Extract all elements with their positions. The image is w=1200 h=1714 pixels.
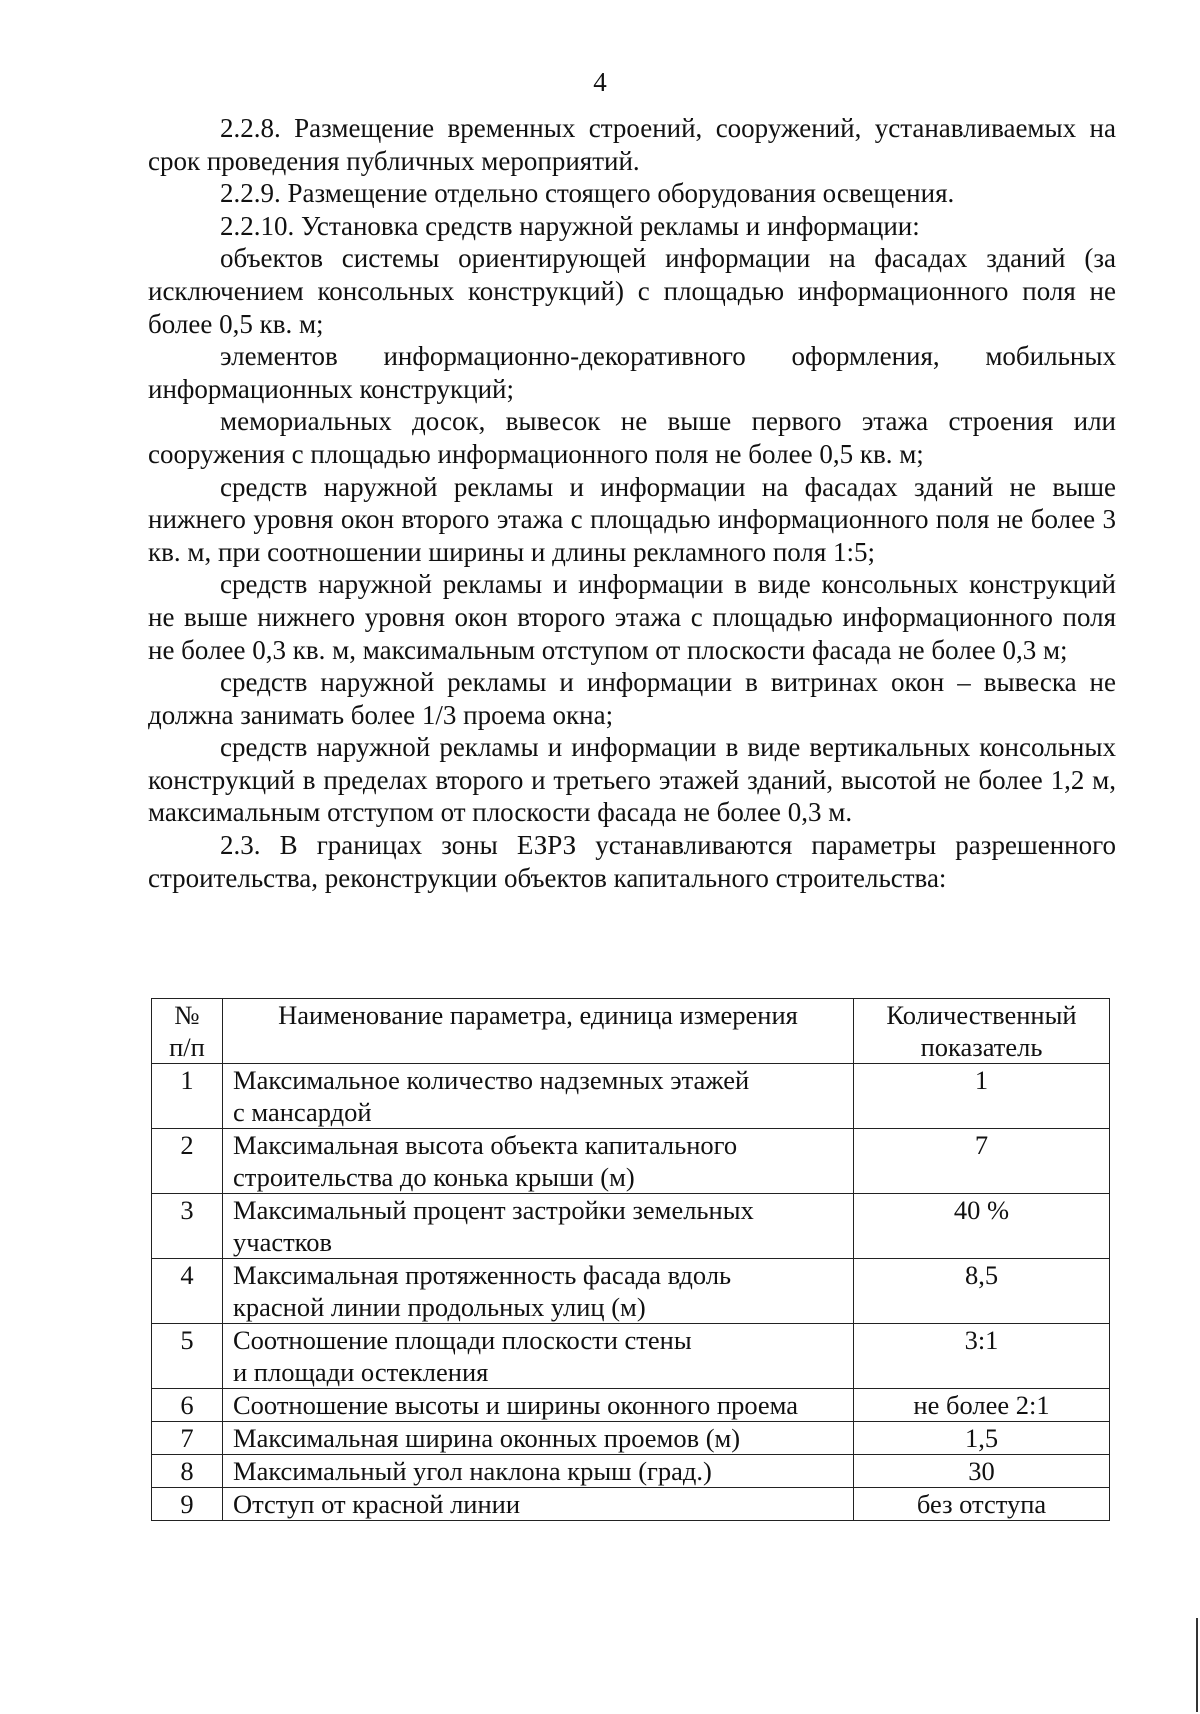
row-number: 8 [152, 1455, 223, 1488]
row-name [223, 1324, 854, 1389]
row-name-line2: красной линии продольных улиц (м) [233, 1292, 646, 1322]
row-number: 9 [152, 1488, 223, 1521]
paragraph: объектов системы ориентирующей информации на фасадах зданий (за исключением консольных конструкций) с площадью информационного поля не более 0,5 кв. м; [148, 243, 1116, 339]
table-row [152, 1422, 1110, 1455]
row-value: 3:1 [854, 1324, 1110, 1389]
row-value: 40 % [854, 1194, 1110, 1259]
row-value: 8,5 [854, 1259, 1110, 1324]
table-row [152, 1064, 1110, 1129]
table-row [152, 1488, 1110, 1521]
row-value: 1,5 [854, 1422, 1110, 1455]
body-text [148, 112, 1116, 894]
row-value: 1 [854, 1064, 1110, 1129]
header-number-line2: п/п [169, 1032, 205, 1062]
row-name-line2: с мансардой [233, 1097, 372, 1127]
scan-edge-line [1196, 1618, 1198, 1712]
row-name [223, 1129, 854, 1194]
row-name-line1: Максимальное количество надземных этажей [233, 1065, 750, 1095]
row-value: не более 2:1 [854, 1389, 1110, 1422]
row-name: Максимальный угол наклона крыш (град.) [223, 1455, 854, 1488]
row-name-line1: Максимальная высота объекта капитального [233, 1130, 738, 1160]
page-number: 4 [593, 67, 607, 97]
paragraph: средств наружной рекламы и информации в виде вертикальных консольных конструкций в пределах второго и третьего этажей зданий, высотой не более 1,2 м, максимальным отступом от плоскости фасада не более 0,3 м. [148, 732, 1116, 828]
row-number: 7 [152, 1422, 223, 1455]
row-value: 30 [854, 1455, 1110, 1488]
row-name: Максимальная ширина оконных проемов (м) [223, 1422, 854, 1455]
paragraph: элементов информационно-декоративного оформления, мобильных информационных конструкций; [148, 341, 1116, 404]
table-header-row [152, 999, 1110, 1064]
row-number: 2 [152, 1129, 223, 1194]
table-row [152, 1389, 1110, 1422]
paragraph: средств наружной рекламы и информации на фасадах зданий не выше нижнего уровня окон второго этажа с площадью информационного поля не более 3 кв. м, при соотношении ширины и длины рекламного поля 1:5; [148, 471, 1116, 567]
header-value-line2: показатель [920, 1032, 1043, 1062]
table-row [152, 1129, 1110, 1194]
row-name [223, 1194, 854, 1259]
paragraph: 2.2.8. Размещение временных строений, сооружений, устанавливаемых на срок проведения публичных мероприятий. [148, 113, 1116, 176]
row-number: 5 [152, 1324, 223, 1389]
paragraph: средств наружной рекламы и информации в виде консольных конструкций не выше нижнего уровня окон второго этажа с площадью информационного поля не более 0,3 кв. м, максимальным отступом от плоскости фасада не более 0,3 м; [148, 569, 1116, 665]
table-row [152, 1259, 1110, 1324]
paragraph: мемориальных досок, вывесок не выше первого этажа строения или сооружения с площадью информационного поля не более 0,5 кв. м; [148, 406, 1116, 469]
row-number: 4 [152, 1259, 223, 1324]
row-number: 3 [152, 1194, 223, 1259]
paragraph: 2.2.9. Размещение отдельно стоящего оборудования освещения. [220, 178, 955, 209]
table-row [152, 1324, 1110, 1389]
row-name: Отступ от красной линии [223, 1488, 854, 1521]
table-row [152, 1455, 1110, 1488]
row-number: 1 [152, 1064, 223, 1129]
paragraph: средств наружной рекламы и информации в витринах окон – вывеска не должна занимать более 1/3 проема окна; [148, 667, 1116, 730]
row-name [223, 1064, 854, 1129]
row-name-line1: Соотношение площади плоскости стены [233, 1325, 692, 1355]
header-value [854, 999, 1110, 1064]
row-value: 7 [854, 1129, 1110, 1194]
row-name [223, 1259, 854, 1324]
parameters-table [151, 998, 1110, 1521]
paragraph: 2.2.10. Установка средств наружной рекламы и информации: [220, 210, 920, 241]
row-name: Соотношение высоты и ширины оконного проема [223, 1389, 854, 1422]
table-row [152, 1194, 1110, 1259]
header-name: Наименование параметра, единица измерения [223, 999, 854, 1064]
paragraph: 2.3. В границах зоны ЕЗРЗ устанавливаются параметры разрешенного строительства, реконструкции объектов капитального строительства: [148, 830, 1116, 893]
row-name-line2: и площади остекления [233, 1357, 489, 1387]
header-number [152, 999, 223, 1064]
row-value: без отступа [854, 1488, 1110, 1521]
row-name-line2: строительства до конька крыши (м) [233, 1162, 635, 1192]
row-name-line1: Максимальный процент застройки земельных [233, 1195, 754, 1225]
header-value-line1: Количественный [886, 1000, 1077, 1030]
row-number: 6 [152, 1389, 223, 1422]
header-number-line1: № [174, 1000, 200, 1030]
row-name-line1: Максимальная протяженность фасада вдоль [233, 1260, 732, 1290]
row-name-line2: участков [233, 1227, 332, 1257]
